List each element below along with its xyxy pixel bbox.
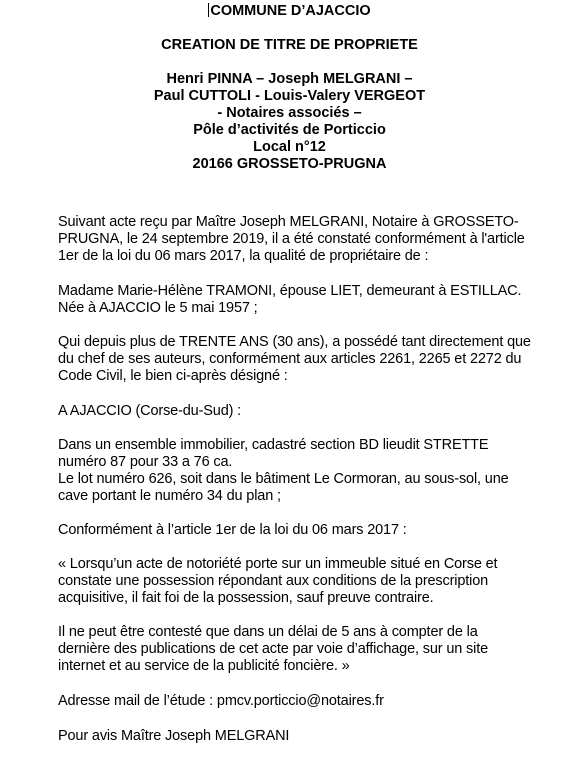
paragraph-contest-period [58, 624, 538, 675]
text-line: Adresse mail de l’étude : pmcv.porticcio@notaires.fr [58, 693, 384, 709]
paragraph-owner [58, 283, 538, 317]
document-title: CREATION DE TITRE DE PROPRIETE [161, 37, 418, 53]
text-line: Pour avis Maître Joseph MELGRANI [58, 728, 290, 744]
paragraph-deed-intro [58, 214, 538, 265]
paragraph-legal-reference [58, 522, 538, 539]
text-line: Madame Marie-Hélène TRAMONI, épouse LIET, demeurant à ESTILLAC. [58, 283, 522, 299]
text-line: 1er de la loi du 06 mars 2017, la qualité de propriétaire de : [58, 248, 429, 264]
notaries-block [0, 71, 579, 173]
text-line: internet et au service de la publicité foncière. » [58, 658, 350, 674]
text-line: Née à AJACCIO le 5 mai 1957 ; [58, 300, 258, 316]
text-line: acquisitive, il fait foi de la possession, sauf preuve contraire. [58, 590, 434, 606]
paragraph-property-description [58, 437, 538, 505]
text-line: PRUGNA, le 24 septembre 2019, il a été constaté conformément à l'article [58, 231, 525, 247]
commune-name: COMMUNE D’AJACCIO [210, 3, 371, 19]
text-line: A AJACCIO (Corse-du-Sud) : [58, 403, 242, 419]
text-line: constate une possession répondant aux conditions de la prescription [58, 573, 489, 589]
text-line: Suivant acte reçu par Maître Joseph MELGRANI, Notaire à GROSSETO- [58, 214, 519, 230]
office-city-line: 20166 GROSSETO-PRUGNA [192, 156, 387, 172]
notaries-line: Henri PINNA – Joseph MELGRANI – [166, 71, 413, 87]
office-location-line: Pôle d’activités de Porticcio [193, 122, 386, 138]
text-line: cave portant le numéro 34 du plan ; [58, 488, 281, 504]
text-line: Il ne peut être contesté que dans un délai de 5 ans à compter de la [58, 624, 478, 640]
paragraph-legal-quote [58, 556, 538, 607]
text-line: Code Civil, le bien ci-après désigné : [58, 368, 288, 384]
text-line: numéro 87 pour 33 a 76 ca. [58, 454, 233, 470]
paragraph-location [58, 403, 538, 420]
text-line: Conformément à l’article 1er de la loi du 06 mars 2017 : [58, 522, 407, 538]
text-line: Le lot numéro 626, soit dans le bâtiment Le Cormoran, au sous-sol, une [58, 471, 509, 487]
text-line: Dans un ensemble immobilier, cadastré section BD lieudit STRETTE [58, 437, 489, 453]
text-line: du chef de ses auteurs, conformément aux articles 2261, 2265 et 2272 du [58, 351, 522, 367]
paragraph-office-email [58, 693, 538, 710]
commune-heading [0, 3, 579, 20]
notaries-line: Paul CUTTOLI - Louis-Valery VERGEOT [153, 88, 426, 104]
text-line: Qui depuis plus de TRENTE ANS (30 ans), a possédé tant directement que [58, 334, 531, 350]
paragraph-possession [58, 334, 538, 385]
notaries-line: - Notaires associés – [217, 105, 362, 121]
office-number-line: Local n°12 [253, 139, 326, 155]
paragraph-signature [58, 728, 538, 745]
text-line: « Lorsqu’un acte de notoriété porte sur un immeuble situé en Corse et [58, 556, 498, 572]
text-line: dernière des publications de cet acte par voie d’affichage, sur un site [58, 641, 488, 657]
